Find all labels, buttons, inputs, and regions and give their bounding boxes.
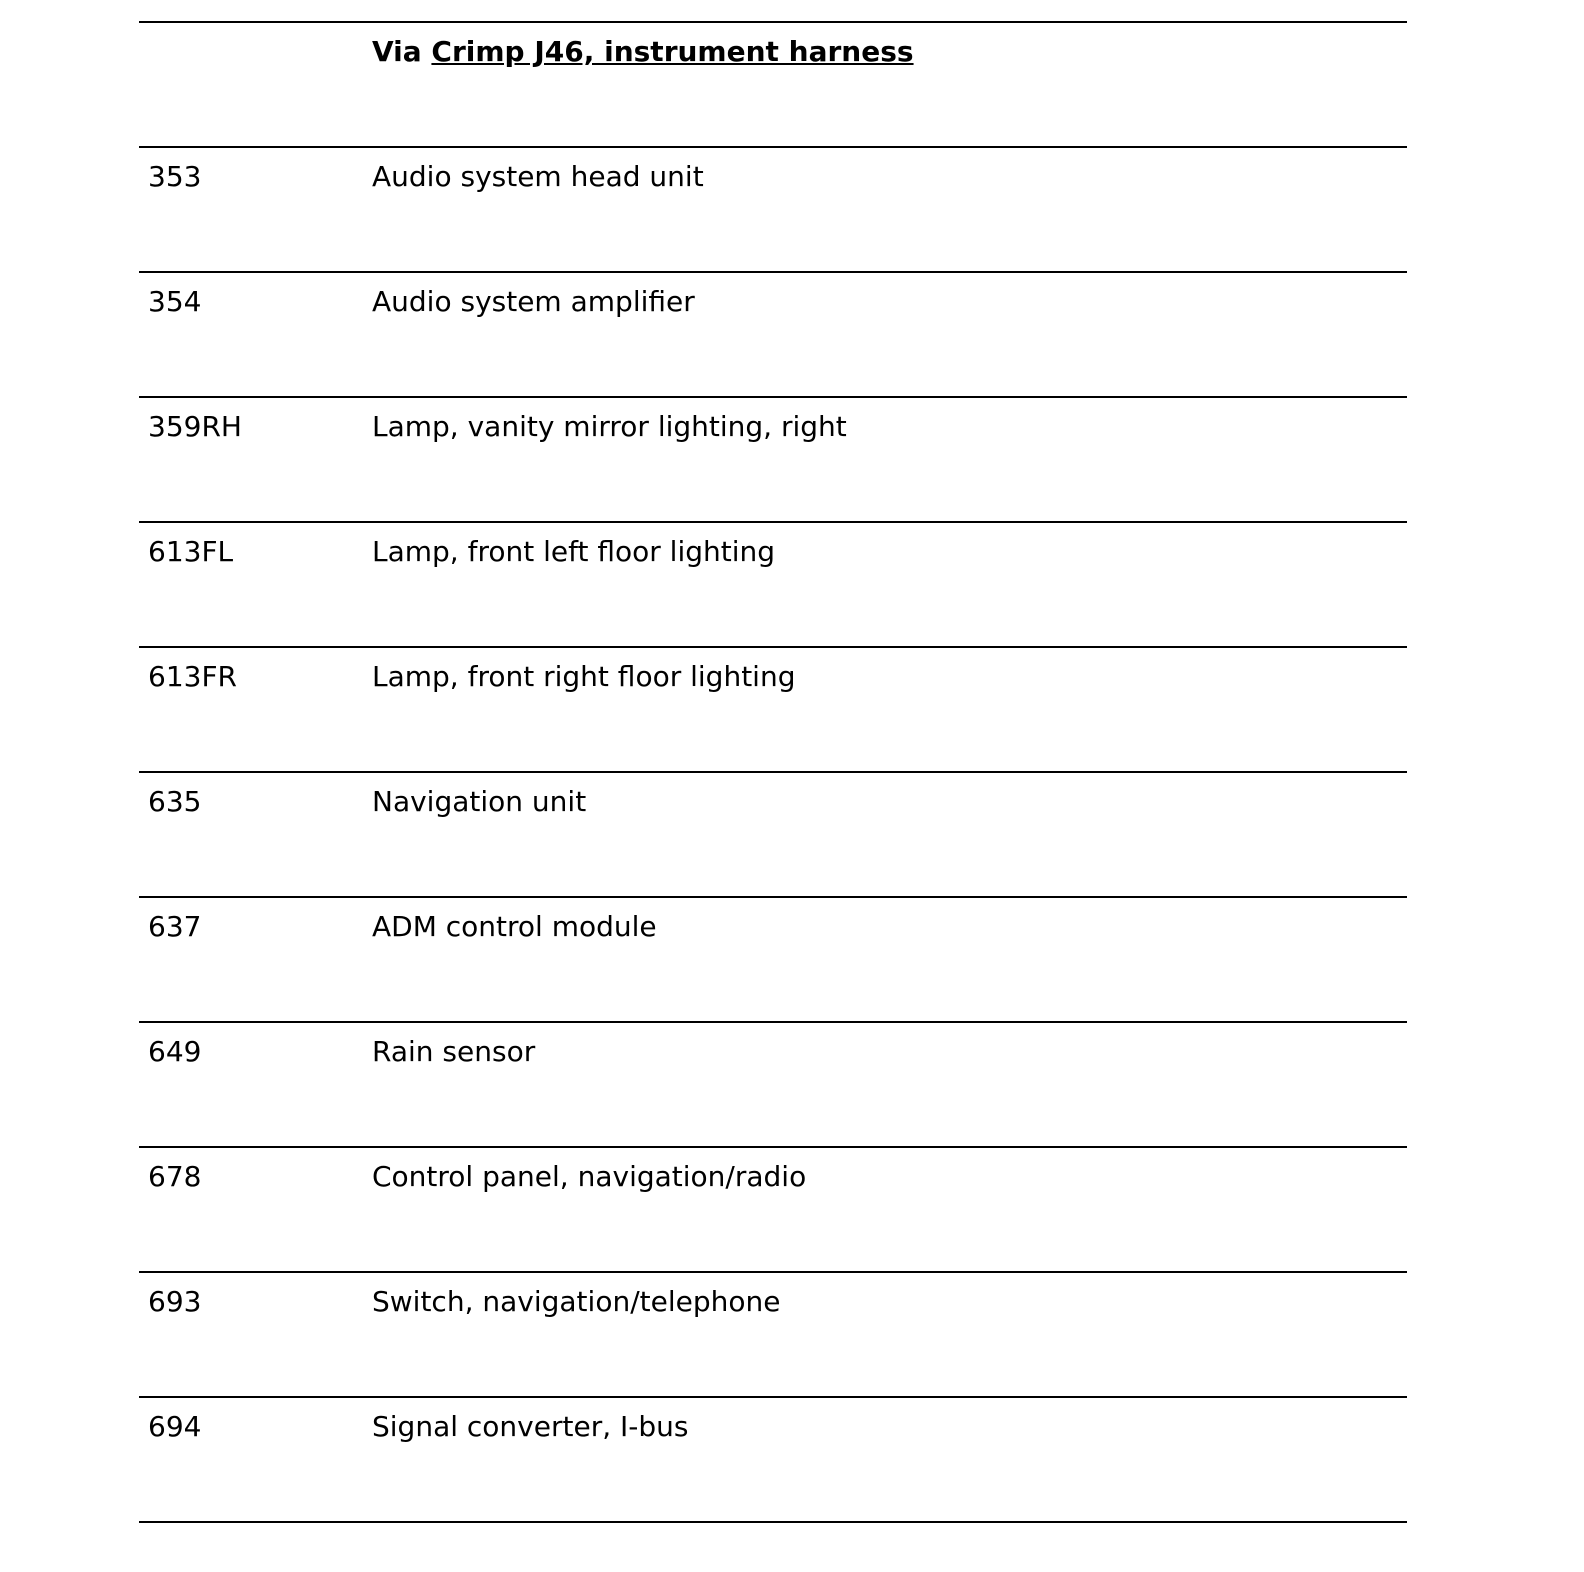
- component-description: Rain sensor: [372, 1035, 536, 1068]
- table-row: [139, 271, 1407, 396]
- component-description: Lamp, vanity mirror lighting, right: [372, 410, 847, 443]
- component-code: 678: [148, 1160, 202, 1193]
- component-code: 637: [148, 910, 202, 943]
- component-description: ADM control module: [372, 910, 657, 943]
- table-bottom-rule: [139, 1521, 1407, 1523]
- table-row: [139, 1021, 1407, 1146]
- table-row: [139, 1396, 1407, 1521]
- component-description: Control panel, navigation/radio: [372, 1160, 807, 1193]
- component-code: 353: [148, 160, 202, 193]
- component-description: Signal converter, I-bus: [372, 1410, 689, 1443]
- component-description: Audio system head unit: [372, 160, 704, 193]
- component-description: Navigation unit: [372, 785, 587, 818]
- component-description: Audio system amplifier: [372, 285, 695, 318]
- component-code: 694: [148, 1410, 202, 1443]
- table-row: [139, 1146, 1407, 1271]
- component-code: 359RH: [148, 410, 242, 443]
- component-table: [139, 21, 1407, 1523]
- component-description: Lamp, front right floor lighting: [372, 660, 796, 693]
- component-code: 613FR: [148, 660, 238, 693]
- crimp-link[interactable]: Crimp J46, instrument harness: [431, 35, 914, 68]
- table-row: [139, 146, 1407, 271]
- table-row: [139, 896, 1407, 1021]
- component-code: 635: [148, 785, 202, 818]
- table-row: [139, 1271, 1407, 1396]
- table-row: [139, 521, 1407, 646]
- table-header-row: [139, 21, 1407, 146]
- header-prefix: Via: [372, 35, 432, 68]
- component-code: 649: [148, 1035, 202, 1068]
- table-row: [139, 396, 1407, 521]
- table-row: [139, 646, 1407, 771]
- component-code: 613FL: [148, 535, 234, 568]
- table-row: [139, 771, 1407, 896]
- component-code: 693: [148, 1285, 202, 1318]
- component-description: Switch, navigation/telephone: [372, 1285, 781, 1318]
- component-description: Lamp, front left floor lighting: [372, 535, 776, 568]
- header-title: [372, 35, 914, 69]
- component-code: 354: [148, 285, 202, 318]
